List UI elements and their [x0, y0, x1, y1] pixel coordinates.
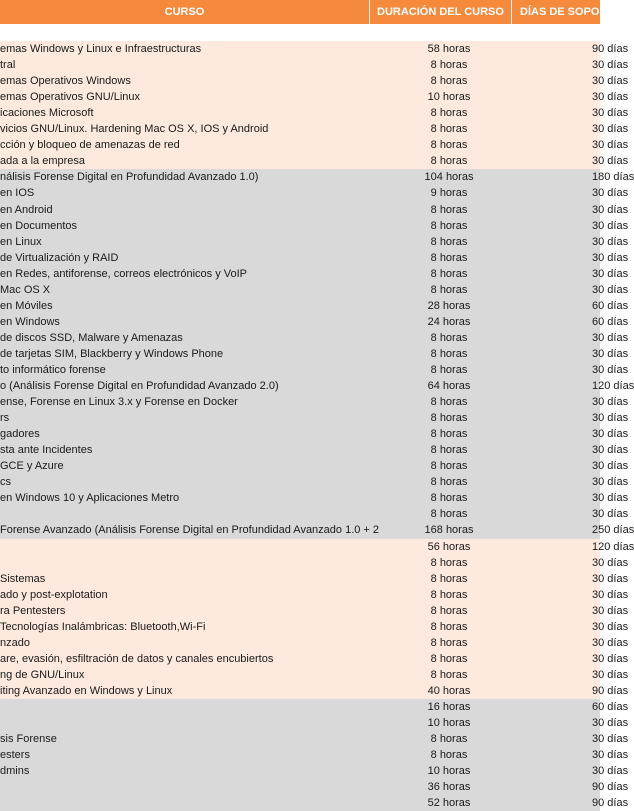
- table-row[interactable]: [0, 41, 629, 57]
- support-days-cell[interactable]: 30 días: [592, 428, 629, 441]
- table-row[interactable]: [0, 731, 629, 747]
- duration-cell[interactable]: 40 horas: [427, 684, 471, 697]
- course-name-cell[interactable]: ra Pentesters: [0, 604, 66, 617]
- course-name-cell[interactable]: cción y bloqueo de amenazas de red: [0, 139, 180, 152]
- duration-cell[interactable]: 8 horas: [430, 412, 468, 425]
- table-row[interactable]: [0, 490, 629, 506]
- course-name-cell[interactable]: sta ante Incidentes: [0, 444, 93, 457]
- course-name-cell[interactable]: en Documentos: [0, 219, 78, 232]
- support-days-cell[interactable]: 30 días: [592, 347, 629, 360]
- support-days-cell[interactable]: 120 días: [592, 380, 634, 393]
- support-days-cell[interactable]: 30 días: [592, 733, 629, 746]
- duration-cell[interactable]: 56 horas: [427, 540, 471, 553]
- table-row[interactable]: [0, 266, 629, 282]
- support-days-cell[interactable]: 30 días: [592, 476, 629, 489]
- support-days-cell[interactable]: 120 días: [592, 540, 634, 553]
- support-days-cell[interactable]: 30 días: [592, 444, 629, 457]
- duration-cell[interactable]: 8 horas: [430, 331, 468, 344]
- table-row[interactable]: [0, 442, 629, 458]
- support-days-cell[interactable]: 30 días: [592, 187, 629, 200]
- course-name-cell[interactable]: en Windows: [0, 315, 60, 328]
- table-row[interactable]: [0, 506, 629, 522]
- support-days-cell[interactable]: 30 días: [592, 267, 629, 280]
- duration-cell[interactable]: 8 horas: [430, 492, 468, 505]
- support-days-cell[interactable]: 30 días: [592, 203, 629, 216]
- support-days-cell[interactable]: 30 días: [592, 59, 629, 72]
- duration-cell[interactable]: [370, 25, 512, 41]
- course-name-cell[interactable]: iting Avanzado en Windows y Linux: [0, 684, 173, 697]
- table-row[interactable]: [0, 153, 629, 169]
- duration-cell[interactable]: 8 horas: [430, 460, 468, 473]
- support-days-cell[interactable]: 90 días: [592, 43, 629, 56]
- course-name-cell[interactable]: Mac OS X: [0, 283, 51, 296]
- table-row[interactable]: [0, 57, 629, 73]
- table-row[interactable]: [0, 250, 629, 266]
- course-name-cell[interactable]: dmins: [0, 765, 30, 778]
- support-days-cell[interactable]: 30 días: [592, 235, 629, 248]
- table-row[interactable]: [0, 715, 629, 731]
- table-row[interactable]: [0, 137, 629, 153]
- support-days-cell[interactable]: 30 días: [592, 123, 629, 136]
- support-days-cell[interactable]: 90 días: [592, 684, 629, 697]
- support-days-cell[interactable]: 30 días: [592, 604, 629, 617]
- table-row[interactable]: [0, 458, 629, 474]
- table-row[interactable]: [0, 202, 629, 218]
- course-name-cell[interactable]: en Linux: [0, 235, 42, 248]
- support-days-cell[interactable]: 30 días: [592, 492, 629, 505]
- support-days-cell[interactable]: 30 días: [592, 363, 629, 376]
- support-days-cell[interactable]: 30 días: [592, 556, 629, 569]
- table-row[interactable]: [0, 587, 629, 603]
- duration-cell[interactable]: 8 horas: [430, 363, 468, 376]
- table-row[interactable]: [0, 474, 629, 490]
- course-name-cell[interactable]: nzado: [0, 636, 30, 649]
- table-body: [0, 25, 634, 811]
- support-days-cell[interactable]: 30 días: [592, 572, 629, 585]
- course-name-cell[interactable]: cs: [0, 476, 11, 489]
- table-row[interactable]: [0, 539, 634, 555]
- duration-cell[interactable]: 10 horas: [427, 717, 471, 730]
- course-name-cell[interactable]: [0, 795, 370, 811]
- table-row[interactable]: [0, 426, 629, 442]
- support-days-cell[interactable]: 30 días: [592, 219, 629, 232]
- table-row[interactable]: [0, 330, 629, 346]
- course-name-cell[interactable]: gadores: [0, 428, 40, 441]
- support-days-cell[interactable]: 60 días: [592, 299, 629, 312]
- support-days-cell[interactable]: 30 días: [592, 620, 629, 633]
- table-row[interactable]: [0, 378, 634, 394]
- table-row[interactable]: [0, 314, 629, 330]
- duration-cell[interactable]: 8 horas: [430, 652, 468, 665]
- table-row[interactable]: [0, 346, 629, 362]
- course-name-cell[interactable]: [0, 555, 370, 571]
- course-name-cell[interactable]: ng de GNU/Linux: [0, 668, 85, 681]
- course-name-cell[interactable]: ado y post-explotation: [0, 588, 108, 601]
- header-dias-soporte[interactable]: DÍAS DE SOPORTE: [520, 6, 622, 18]
- table-row[interactable]: [0, 699, 629, 715]
- support-days-cell[interactable]: 30 días: [592, 283, 629, 296]
- support-days-cell[interactable]: 30 días: [592, 91, 629, 104]
- duration-cell[interactable]: 10 horas: [427, 765, 471, 778]
- support-days-cell[interactable]: 30 días: [592, 508, 629, 521]
- duration-cell[interactable]: 8 horas: [430, 588, 468, 601]
- course-name-cell[interactable]: o (Análisis Forense Digital en Profundidad Avanzado 2.0): [0, 380, 279, 393]
- duration-cell[interactable]: 8 horas: [430, 235, 468, 248]
- course-name-cell[interactable]: de discos SSD, Malware y Amenazas: [0, 331, 183, 344]
- duration-cell[interactable]: 8 horas: [430, 107, 468, 120]
- duration-cell[interactable]: 168 horas: [424, 524, 474, 537]
- duration-cell[interactable]: 52 horas: [427, 797, 471, 810]
- duration-cell[interactable]: 8 horas: [430, 556, 468, 569]
- table-row[interactable]: [0, 218, 629, 234]
- course-name-cell[interactable]: [0, 539, 370, 555]
- table-row[interactable]: [0, 522, 634, 538]
- table-row[interactable]: [0, 619, 629, 635]
- duration-cell[interactable]: 36 horas: [427, 781, 471, 794]
- course-name-cell[interactable]: esters: [0, 749, 30, 762]
- duration-cell[interactable]: 8 horas: [430, 396, 468, 409]
- duration-cell[interactable]: 104 horas: [424, 171, 474, 184]
- course-name-cell[interactable]: sis Forense: [0, 733, 57, 746]
- duration-cell[interactable]: 8 horas: [430, 203, 468, 216]
- support-days-cell[interactable]: 30 días: [592, 155, 629, 168]
- duration-cell[interactable]: 8 horas: [430, 444, 468, 457]
- course-name-cell[interactable]: en Windows 10 y Aplicaciones Metro: [0, 492, 180, 505]
- course-name-cell[interactable]: emas Operativos GNU/Linux: [0, 91, 140, 104]
- duration-cell[interactable]: 8 horas: [430, 668, 468, 681]
- duration-cell[interactable]: 8 horas: [430, 155, 468, 168]
- course-name-cell[interactable]: rs: [0, 412, 10, 425]
- support-days-cell[interactable]: 30 días: [592, 107, 629, 120]
- table-row[interactable]: [0, 169, 634, 185]
- course-name-cell[interactable]: Forense Avanzado (Análisis Forense Digital en Profundidad Avanzado 1.0 + 2: [0, 524, 380, 537]
- support-days-cell[interactable]: [512, 25, 600, 41]
- table-header: [0, 0, 622, 25]
- duration-cell[interactable]: 28 horas: [427, 299, 471, 312]
- support-days-cell[interactable]: 30 días: [592, 460, 629, 473]
- support-days-cell[interactable]: 30 días: [592, 668, 629, 681]
- support-days-cell[interactable]: 30 días: [592, 717, 629, 730]
- duration-cell[interactable]: 8 horas: [430, 283, 468, 296]
- course-name-cell[interactable]: [0, 715, 370, 731]
- table-row[interactable]: [0, 763, 629, 779]
- duration-cell[interactable]: 8 horas: [430, 347, 468, 360]
- support-days-cell[interactable]: 250 días: [592, 524, 634, 537]
- course-name-cell[interactable]: [0, 506, 370, 522]
- table-row[interactable]: [0, 25, 600, 41]
- course-name-cell[interactable]: [0, 25, 370, 41]
- support-days-cell[interactable]: 30 días: [592, 749, 629, 762]
- duration-cell[interactable]: 8 horas: [430, 267, 468, 280]
- table-row[interactable]: [0, 410, 629, 426]
- table-row[interactable]: [0, 603, 629, 619]
- course-name-cell[interactable]: [0, 699, 370, 715]
- course-name-cell[interactable]: vicios GNU/Linux. Hardening Mac OS X, IOS y Android: [0, 123, 269, 136]
- table-row[interactable]: [0, 683, 629, 699]
- course-name-cell[interactable]: en Móviles: [0, 299, 53, 312]
- duration-cell[interactable]: 8 horas: [430, 75, 468, 88]
- support-days-cell[interactable]: 90 días: [592, 797, 629, 810]
- support-days-cell[interactable]: 30 días: [592, 588, 629, 601]
- course-name-cell[interactable]: en IOS: [0, 187, 35, 200]
- duration-cell[interactable]: 24 horas: [427, 315, 471, 328]
- table-row[interactable]: [0, 394, 629, 410]
- table-row[interactable]: [0, 555, 629, 571]
- table-row[interactable]: [0, 298, 629, 314]
- course-name-cell[interactable]: emas Operativos Windows: [0, 75, 131, 88]
- course-name-cell[interactable]: de tarjetas SIM, Blackberry y Windows Phone: [0, 347, 224, 360]
- support-days-cell[interactable]: 30 días: [592, 765, 629, 778]
- support-days-cell[interactable]: 30 días: [592, 652, 629, 665]
- support-days-cell[interactable]: 30 días: [592, 412, 629, 425]
- duration-cell[interactable]: 8 horas: [430, 219, 468, 232]
- table-row[interactable]: [0, 667, 629, 683]
- table-row[interactable]: [0, 282, 629, 298]
- support-days-cell[interactable]: 30 días: [592, 331, 629, 344]
- header-duracion[interactable]: DURACIÓN DEL CURSO: [370, 0, 512, 24]
- duration-cell[interactable]: 9 horas: [430, 187, 468, 200]
- support-days-cell[interactable]: 30 días: [592, 139, 629, 152]
- table-row[interactable]: [0, 234, 629, 250]
- duration-cell[interactable]: 64 horas: [427, 380, 471, 393]
- course-name-cell[interactable]: Sistemas: [0, 572, 46, 585]
- course-name-cell[interactable]: are, evasión, esfiltración de datos y canales encubiertos: [0, 652, 274, 665]
- header-curso[interactable]: CURSO: [0, 0, 370, 24]
- support-days-cell[interactable]: 90 días: [592, 781, 629, 794]
- table-row[interactable]: [0, 571, 629, 587]
- course-name-cell[interactable]: en Android: [0, 203, 53, 216]
- support-days-cell[interactable]: 60 días: [592, 315, 629, 328]
- duration-cell[interactable]: 8 horas: [430, 604, 468, 617]
- duration-cell[interactable]: 8 horas: [430, 733, 468, 746]
- table-row[interactable]: [0, 635, 629, 651]
- support-days-cell[interactable]: 30 días: [592, 251, 629, 264]
- course-name-cell[interactable]: Tecnologías Inalámbricas: Bluetooth,Wi-Fi: [0, 620, 206, 633]
- table-row[interactable]: [0, 747, 629, 763]
- course-name-cell[interactable]: nálisis Forense Digital en Profundidad Avanzado 1.0): [0, 171, 259, 184]
- table-row[interactable]: [0, 795, 629, 811]
- duration-cell[interactable]: 8 horas: [430, 428, 468, 441]
- duration-cell[interactable]: 58 horas: [427, 43, 471, 56]
- course-name-cell[interactable]: icaciones Microsoft: [0, 107, 94, 120]
- duration-cell[interactable]: 10 horas: [427, 91, 471, 104]
- table-row[interactable]: [0, 89, 629, 105]
- course-name-cell[interactable]: ada a la empresa: [0, 155, 85, 168]
- support-days-cell[interactable]: 30 días: [592, 75, 629, 88]
- table-row[interactable]: [0, 73, 629, 89]
- duration-cell[interactable]: 8 horas: [430, 620, 468, 633]
- table-row[interactable]: [0, 185, 629, 201]
- course-name-cell[interactable]: en Redes, antiforense, correos electrónicos y VoIP: [0, 267, 248, 280]
- duration-cell[interactable]: 8 horas: [430, 476, 468, 489]
- course-name-cell[interactable]: emas Windows y Linux e Infraestructuras: [0, 43, 202, 56]
- support-days-cell[interactable]: 30 días: [592, 636, 629, 649]
- table-row[interactable]: [0, 121, 629, 137]
- support-days-cell[interactable]: 180 días: [592, 171, 634, 184]
- course-name-cell[interactable]: de Virtualización y RAID: [0, 251, 119, 264]
- duration-cell[interactable]: 8 horas: [430, 139, 468, 152]
- table-row[interactable]: [0, 779, 629, 795]
- course-name-cell[interactable]: GCE y Azure: [0, 460, 64, 473]
- duration-cell[interactable]: 8 horas: [430, 251, 468, 264]
- duration-cell[interactable]: 8 horas: [430, 572, 468, 585]
- table-row[interactable]: [0, 105, 629, 121]
- duration-cell[interactable]: 8 horas: [430, 123, 468, 136]
- duration-cell[interactable]: 8 horas: [430, 59, 468, 72]
- duration-cell[interactable]: 8 horas: [430, 749, 468, 762]
- support-days-cell[interactable]: 60 días: [592, 700, 629, 713]
- course-name-cell[interactable]: to informático forense: [0, 363, 106, 376]
- table-row[interactable]: [0, 651, 629, 667]
- course-name-cell[interactable]: tral: [0, 59, 16, 72]
- course-name-cell[interactable]: ense, Forense en Linux 3.x y Forense en Docker: [0, 396, 238, 409]
- support-days-cell[interactable]: 30 días: [592, 396, 629, 409]
- duration-cell[interactable]: 8 horas: [430, 636, 468, 649]
- course-name-cell[interactable]: [0, 779, 370, 795]
- table-row[interactable]: [0, 362, 629, 378]
- duration-cell[interactable]: 16 horas: [427, 700, 471, 713]
- duration-cell[interactable]: 8 horas: [430, 508, 468, 521]
